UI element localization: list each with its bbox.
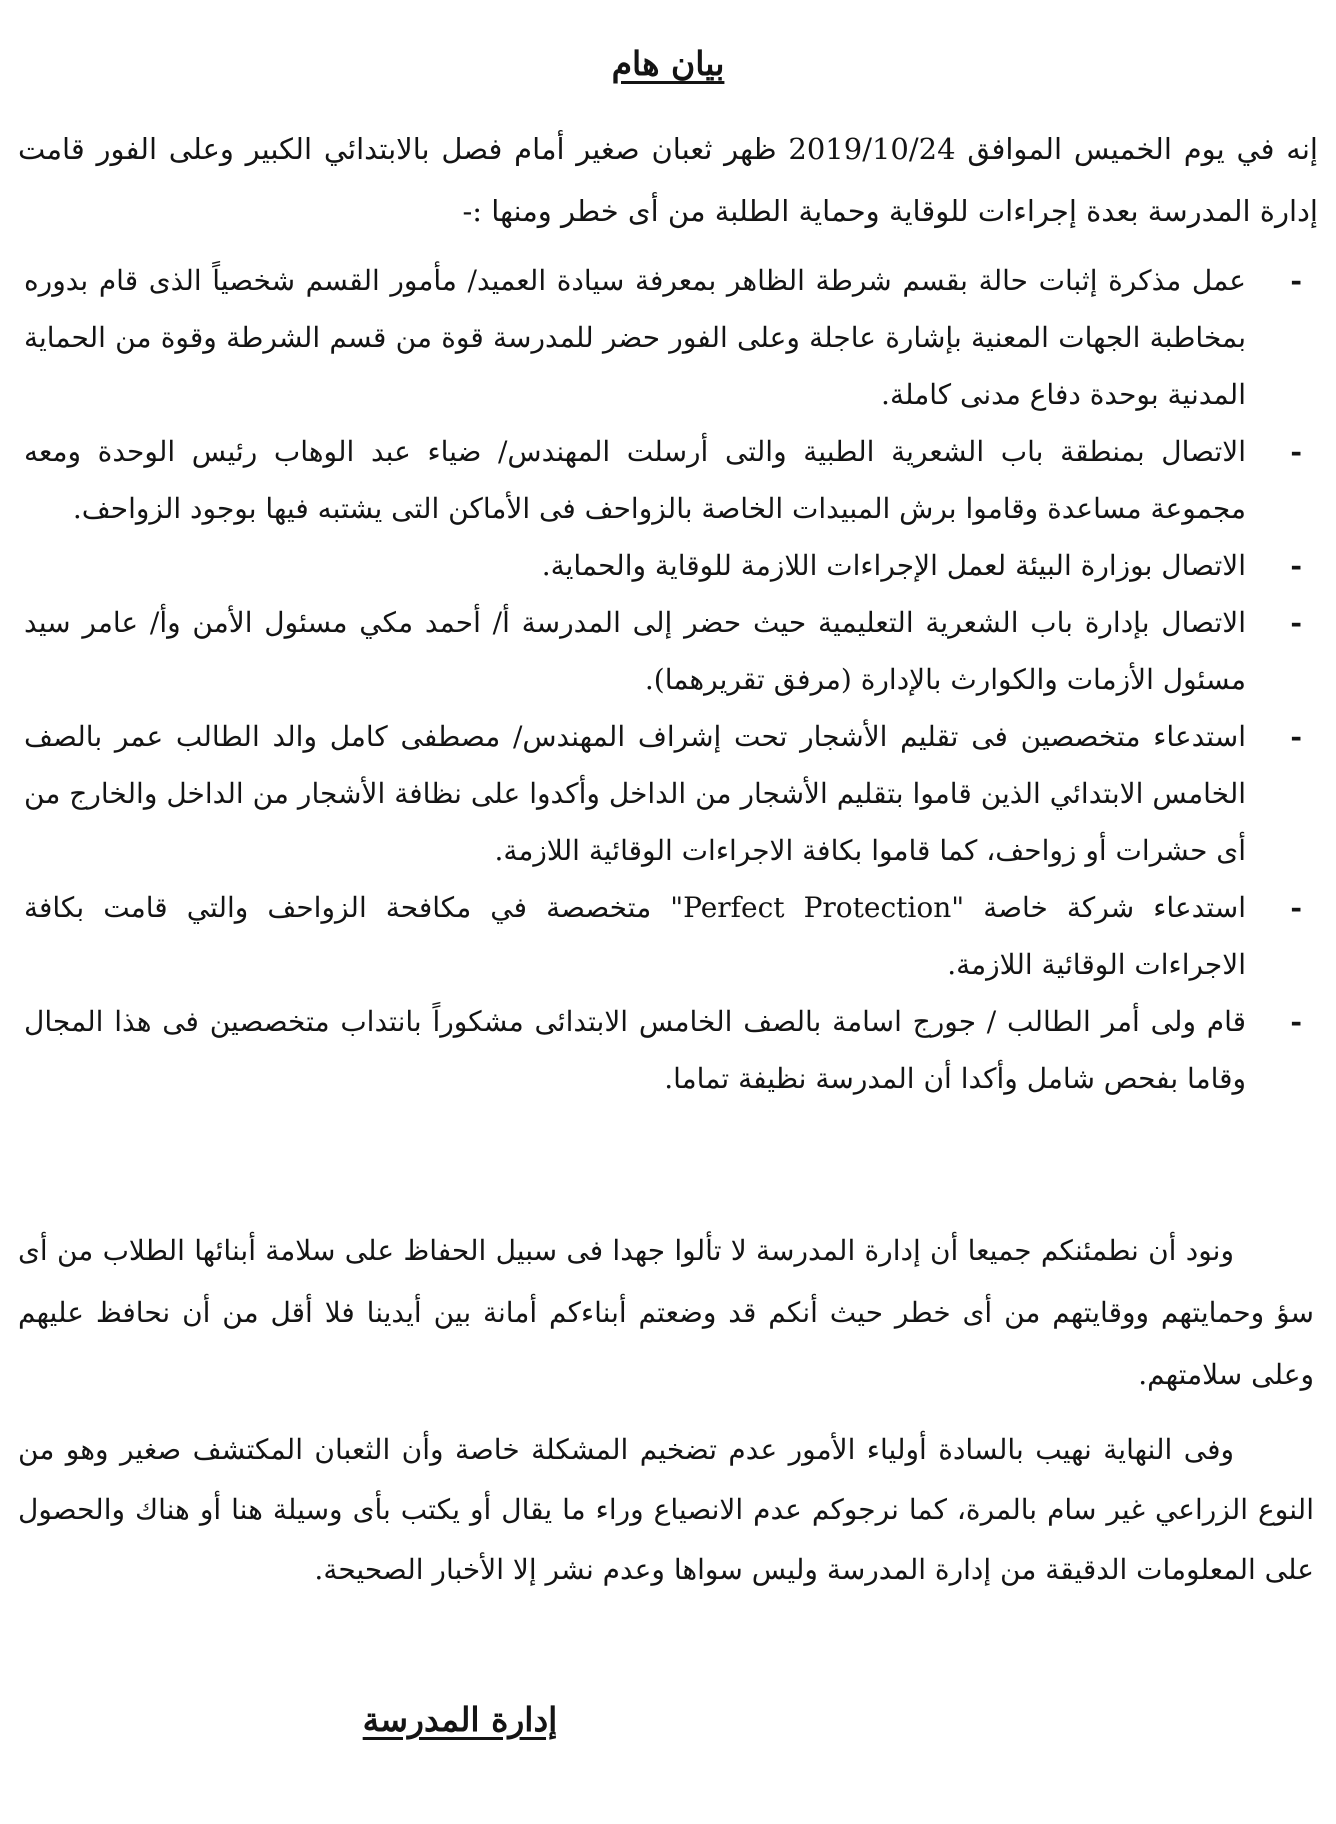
bullet-dash: - [1290,435,1302,468]
list-item [24,252,1314,423]
list-item-text: استدعاء متخصصين فى تقليم الأشجار تحت إشراف المهندس/ مصطفى كامل والد الطالب عمر بالصف الخامس الابتدائي الذين قاموا بتقليم الأشجار من الداخل وأكدوا على نظافة الأشجار من الداخل والخارج من أى حشرات أو زواحف، كما قاموا بكافة الاجراءات الوقائية اللازمة. [24,720,1247,867]
list-item-text: الاتصال بإدارة باب الشعرية التعليمية حيث حضر إلى المدرسة أ/ أحمد مكي مسئول الأمن وأ/ عامر سيد مسئول الأزمات والكوارث بالإدارة (مرفق تقريرهما). [24,606,1246,696]
signature-text: إدارة المدرسة [362,1700,558,1739]
list-item [24,423,1314,537]
list-item-text: عمل مذكرة إثبات حالة بقسم شرطة الظاهر بمعرفة سيادة العميد/ مأمور القسم شخصياً الذى قام بدوره بمخاطبة الجهات المعنية بإشارة عاجلة وعلى الفور حضر للمدرسة قوة من قسم الشرطة وقوة من الحماية المدنية بوحدة دفاع مدنى كاملة. [24,264,1246,411]
reassurance-paragraph: ونود أن نطمئنكم جميعا أن إدارة المدرسة لا تألوا جهدا فى سبيل الحفاظ على سلامة أبنائها الطلاب من أى سؤ وحمايتهم ووقايتهم من أى خطر حيث أنكم قد وضعتم أبناءكم أمانة بين أيدينا فلا أقل من أن نحافظ عليهم وعلى سلامتهم. [18,1234,1314,1391]
list-item [24,537,1314,594]
bullet-dash: - [1290,891,1302,924]
list-item-text: قام ولى أمر الطالب / جورج اسامة بالصف الخامس الابتدائى مشكوراً بانتداب متخصصين فى هذا المجال وقاما بفحص شامل وأكدا أن المدرسة نظيفة تماما. [24,1005,1246,1095]
bullet-dash: - [1290,1005,1302,1038]
measures-list [24,252,1314,1107]
bullet-dash: - [1290,720,1302,753]
bullet-dash: - [1290,264,1302,297]
list-item [24,993,1314,1107]
bullet-dash: - [1290,549,1302,582]
list-item [24,708,1314,879]
intro-paragraph: إنه في يوم الخميس الموافق 2019/10/24 ظهر ثعبان صغير أمام فصل بالابتدائي الكبير وعلى الفور قامت إدارة المدرسة بعدة إجراءات للوقاية وحماية الطلبة من أى خطر ومنها :- [18,132,1318,228]
document-title-text: بيان هام [611,44,725,83]
list-item [24,879,1314,993]
list-item-text: الاتصال بوزارة البيئة لعمل الإجراءات اللازمة للوقاية والحماية. [541,549,1246,582]
closing-paragraph: وفى النهاية نهيب بالسادة أولياء الأمور عدم تضخيم المشكلة خاصة وأن الثعبان المكتشف صغير وهو من النوع الزراعي غير سام بالمرة، كما نرجوكم عدم الانصياع وراء ما يقال أو يكتب بأى وسيلة هنا أو هناك والحصول على المعلومات الدقيقة من إدارة المدرسة وليس سواها وعدم نشر إلا الأخبار الصحيحة. [18,1433,1314,1586]
list-item-text: استدعاء شركة خاصة "Perfect Protection" متخصصة في مكافحة الزواحف والتي قامت بكافة الاجراءات الوقائية اللازمة. [24,891,1246,981]
signature [340,1700,580,1739]
list-item-text: الاتصال بمنطقة باب الشعرية الطبية والتى أرسلت المهندس/ ضياء عبد الوهاب رئيس الوحدة ومعه مجموعة مساعدة وقاموا برش المبيدات الخاصة بالزواحف فى الأماكن التى يشتبه فيها بوجود الزواحف. [24,435,1246,525]
bullet-dash: - [1290,606,1302,639]
document-title [0,44,1336,83]
list-item [24,594,1314,708]
